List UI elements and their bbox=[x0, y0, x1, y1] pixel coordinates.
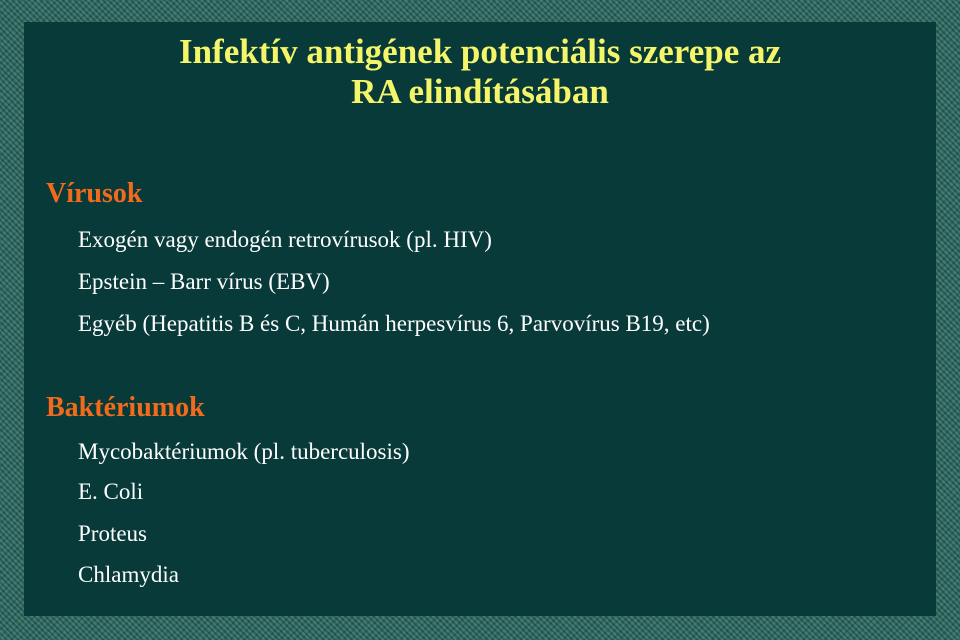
section-heading-bacteria: Baktériumok bbox=[46, 392, 205, 423]
list-item-e-coli: E. Coli bbox=[78, 479, 144, 504]
list-item-proteus: Proteus bbox=[78, 521, 147, 546]
list-item-mycobacteria: Mycobaktériumok (pl. tuberculosis) bbox=[78, 439, 410, 464]
list-item-retroviruses: Exogén vagy endogén retrovírusok (pl. HIV) bbox=[78, 227, 492, 252]
list-item-ebv: Epstein – Barr vírus (EBV) bbox=[78, 269, 330, 294]
slide-panel bbox=[24, 22, 936, 616]
slide-title bbox=[24, 32, 936, 112]
list-item-chlamydia: Chlamydia bbox=[78, 562, 179, 587]
list-item-other-viruses: Egyéb (Hepatitis B és C, Humán herpesvírus 6, Parvovírus B19, etc) bbox=[78, 311, 710, 336]
slide-title-line-2: RA elindításában bbox=[351, 72, 609, 111]
section-heading-viruses: Vírusok bbox=[46, 178, 143, 209]
slide-title-line-1: Infektív antigének potenciális szerepe az bbox=[178, 32, 782, 71]
